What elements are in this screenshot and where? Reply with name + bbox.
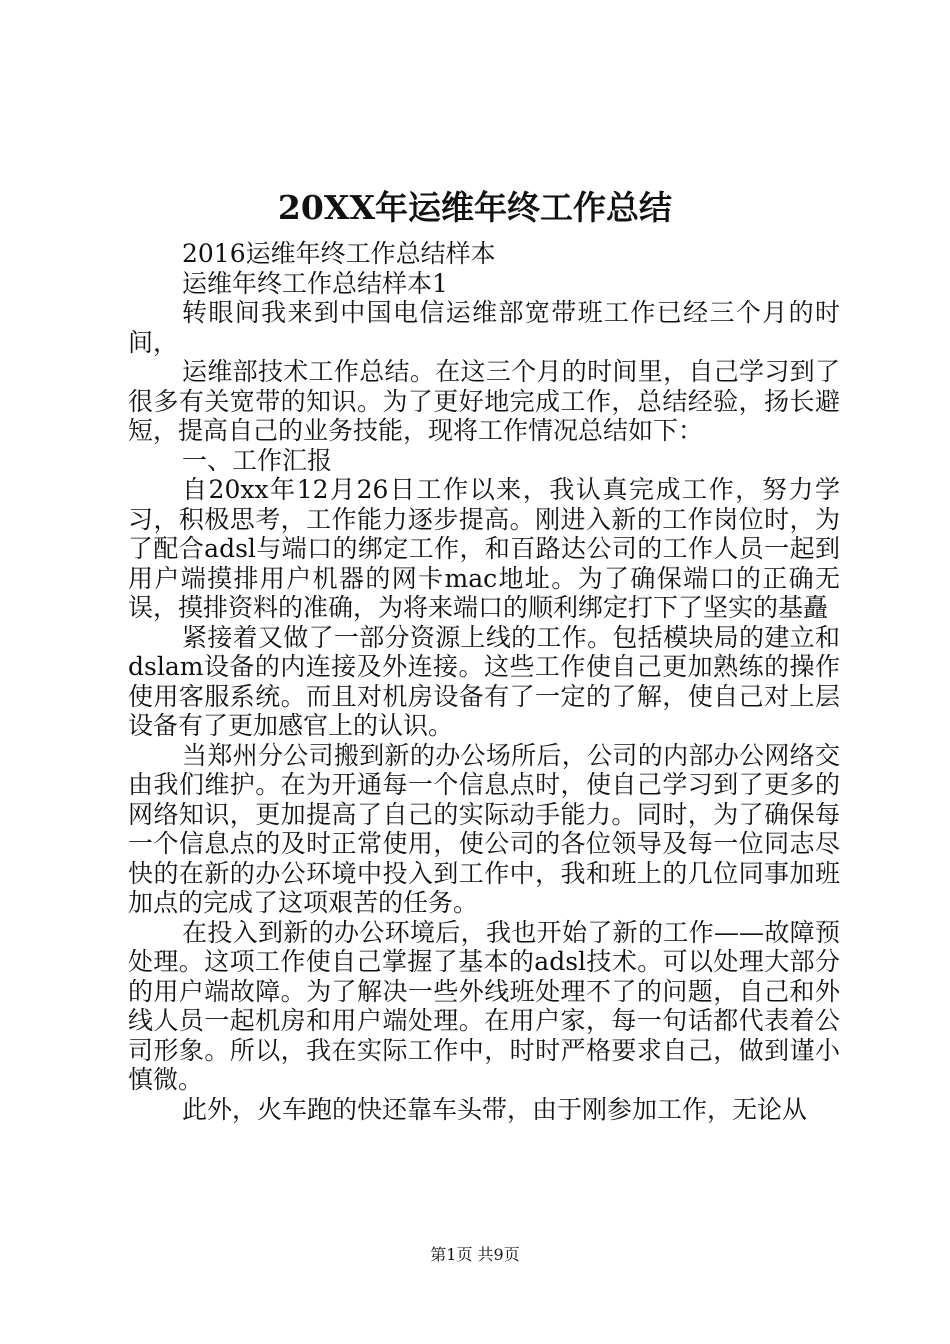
paragraph-summary: 运维部技术工作总结。在这三个月的时间里，自己学习到了很多有关宽带的知识。为了更好地完成工作，总结经验，扬长避短，提高自己的业务技能，现将工作情况总结如下： — [128, 357, 840, 445]
section-heading-work-report: 一、工作汇报 — [182, 445, 333, 475]
paragraph-body: 在投入到新的办公环境后，我也开始了新的工作——故障预处理。这项工作使自己掌握了基本的adsl技术。可以处理大部分的用户端故障。为了解决一些外线班处理不了的问题，自己和外线人员一起机房和用户端处理。在用户家，每一句话都代表着公司形象。所以，我在实际工作中，时时严格要求自己，做到谨小慎微。 — [128, 917, 840, 1094]
paragraph-body: 此外，火车跑的快还靠车头带，由于刚参加工作，无论从 — [182, 1094, 808, 1124]
paragraph-body: 自20xx年12月26日工作以来，我认真完成工作，努力学习，积极思考，工作能力逐步提高。刚进入新的工作岗位时，为了配合adsl与端口的绑定工作，和百路达公司的工作人员一起到用户端摸排用户机器的网卡mac地址。为了确保端口的正确无误，摸排资料的准确，为将来端口的顺利绑定打下了坚实的基矗 — [128, 475, 840, 622]
document-body — [128, 239, 840, 1124]
document-title: 20XX年运维年终工作总结 — [277, 188, 673, 227]
paragraph-subtitle: 2016运维年终工作总结样本 — [182, 239, 496, 268]
paragraph-intro: 转眼间我来到中国电信运维部宽带班工作已经三个月的时间， — [128, 298, 840, 357]
paragraph-body: 当郑州分公司搬到新的办公场所后，公司的内部办公网络交由我们维护。在为开通每一个信息点时，使自己学习到了更多的网络知识，更加提高了自己的实际动手能力。同时，为了确保每一个信息点的及时正常使用，使公司的各位领导及每一位同志尽快的在新的办公环境中投入到工作中，我和班上的几位同事加班加点的完成了这项艰苦的任务。 — [128, 740, 840, 917]
page-number-footer: 第1页 共9页 — [430, 1245, 520, 1264]
paragraph-sample-heading: 运维年终工作总结样本1 — [182, 268, 448, 298]
paragraph-body: 紧接着又做了一部分资源上线的工作。包括模块局的建立和dslam设备的内连接及外连接。这些工作使自己更加熟练的操作使用客服系统。而且对机房设备有了一定的了解，使自己对上层设备有了更加感官上的认识。 — [128, 622, 840, 740]
